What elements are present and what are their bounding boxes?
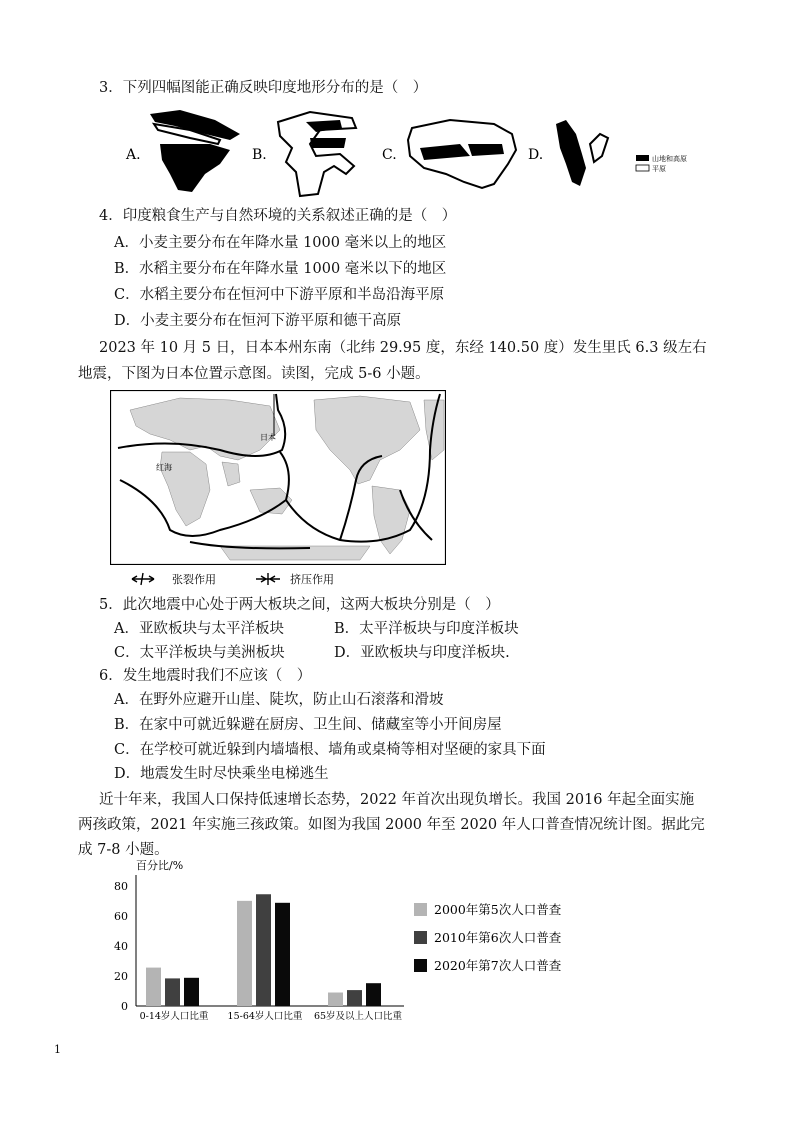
legend-label: 2010年第6次人口普查 (434, 930, 562, 945)
intro78-line3: 成 7-8 小题。 (78, 842, 169, 858)
legend-swatch (414, 959, 427, 972)
map-label-japan: 日本 (260, 433, 276, 442)
page-number: 1 (54, 1043, 61, 1056)
intro56-line1: 2023 年 10 月 5 日，日本本州东南（北纬 29.95 度，东经 140.50 度）发生里氏 6.3 级左右 (99, 340, 707, 356)
population-census-bar-chart (100, 855, 600, 1030)
q5-option-b: B．太平洋板块与印度洋板块 (334, 621, 519, 637)
bar (184, 978, 199, 1006)
q4-stem: 4．印度粮食生产与自然环境的关系叙述正确的是（ ） (99, 208, 457, 224)
x-tick-label: 15-64岁人口比重 (227, 1011, 303, 1022)
legend-mountain-label: 山地和高原 (652, 155, 687, 163)
legend-tension-label: 张裂作用 (172, 573, 216, 586)
q3-map-a (150, 110, 240, 192)
q3-option-a-label: A. (126, 147, 141, 163)
q3-stem: 3．下列四幅图能正确反映印度地形分布的是（ ） (99, 80, 428, 96)
legend-plain-label: 平原 (652, 165, 666, 173)
y-tick-label: 40 (114, 940, 128, 953)
legend-swatch (414, 903, 427, 916)
y-tick-label: 20 (114, 970, 128, 983)
intro56-line2: 地震，下图为日本位置示意图。读图，完成 5-6 小题。 (78, 366, 430, 382)
q3-map-d (556, 120, 608, 186)
q3-options-figure (120, 104, 720, 199)
q6-option-c: C．在学校可就近躲到内墙墙根、墙角或桌椅等相对坚硬的家具下面 (114, 742, 546, 758)
bar (237, 901, 252, 1006)
q6-option-d: D．地震发生时尽快乘坐电梯逃生 (114, 766, 329, 782)
legend-compression-label: 挤压作用 (290, 573, 334, 586)
q3-map-b (278, 112, 356, 196)
legend-plain-swatch (636, 165, 649, 171)
q3-map-c (408, 120, 516, 188)
y-tick-label: 0 (121, 1000, 128, 1013)
bar (347, 990, 362, 1006)
q4-option-a: A．小麦主要分布在年降水量 1000 毫米以上的地区 (114, 235, 447, 251)
q6-option-b: B．在家中可就近躲避在厨房、卫生间、储藏室等小开间房屋 (114, 717, 502, 733)
q5-stem: 5．此次地震中心处于两大板块之间，这两大板块分别是（ ） (99, 597, 500, 613)
q4-option-d: D．小麦主要分布在恒河下游平原和德干高原 (114, 313, 402, 329)
x-tick-label: 0-14岁人口比重 (139, 1011, 209, 1022)
bar (366, 983, 381, 1006)
bar (165, 978, 180, 1006)
legend-label: 2020年第7次人口普查 (434, 958, 562, 973)
intro78-line2: 两孩政策，2021 年实施三孩政策。如图为我国 2000 年至 2020 年人口普查情况统计图。据此完 (78, 817, 705, 833)
q3-option-c-label: C. (382, 147, 397, 163)
legend-label: 2000年第5次人口普查 (434, 902, 562, 917)
intro78-line1: 近十年来，我国人口保持低速增长态势，2022 年首次出现负增长。我国 2016 年起全面实施 (99, 792, 695, 808)
map-legend (130, 570, 370, 588)
compression-arrow-icon (256, 573, 280, 585)
legend-swatch (414, 931, 427, 944)
q5-option-a: A．亚欧板块与太平洋板块 (114, 621, 284, 637)
bar (275, 903, 290, 1006)
bar (328, 993, 343, 1007)
q6-stem: 6．发生地震时我们不应该（ ） (99, 668, 312, 684)
y-tick-label: 80 (114, 880, 128, 893)
map-label-red-sea: 红海 (156, 463, 172, 472)
bar (256, 894, 271, 1006)
q6-option-a: A．在野外应避开山崖、陡坎，防止山石滚落和滑坡 (114, 692, 444, 708)
q4-option-c: C．水稻主要分布在恒河中下游平原和半岛沿海平原 (114, 287, 445, 303)
chart-y-axis-label: 百分比/% (136, 859, 184, 872)
q3-option-d-label: D. (528, 147, 544, 163)
plate-boundary-map (110, 390, 446, 565)
x-tick-label: 65岁及以上人口比重 (313, 1011, 403, 1022)
tension-arrow-icon (132, 573, 154, 585)
q4-option-b: B．水稻主要分布在年降水量 1000 毫米以下的地区 (114, 261, 447, 277)
q3-option-b-label: B. (252, 147, 267, 163)
y-tick-label: 60 (114, 910, 128, 923)
q5-option-d: D．亚欧板块与印度洋板块. (334, 645, 510, 661)
bar (146, 968, 161, 1006)
q5-option-c: C．太平洋板块与美洲板块 (114, 645, 285, 661)
legend-mountain-swatch (636, 155, 649, 161)
